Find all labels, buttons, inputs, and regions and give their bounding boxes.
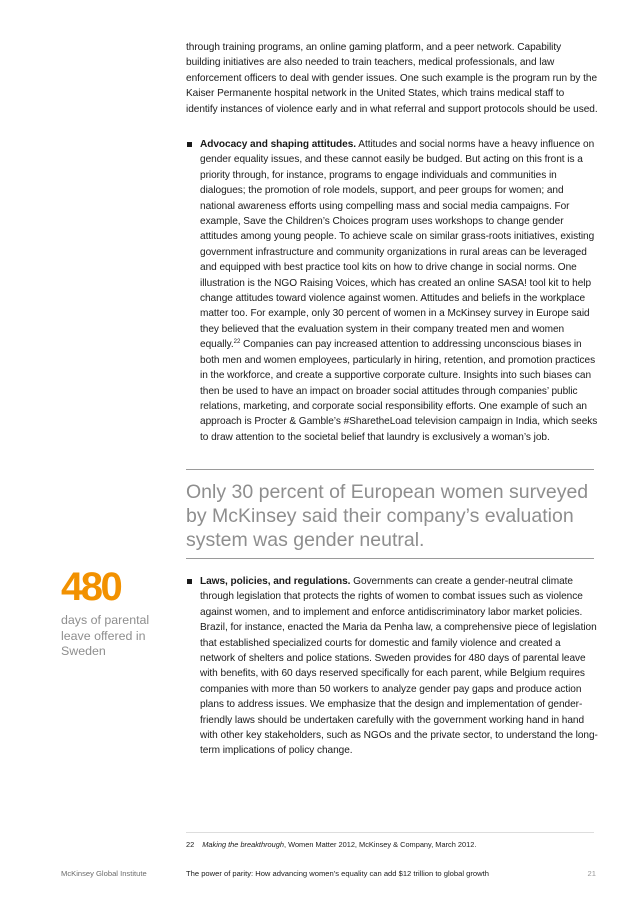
intro-paragraph: through training programs, an online gaming platform, and a peer network. Capability building initiatives are also needed to train teachers, medical professionals, and law enforcement officers to deal with gender issues. One such example is the program run by the Kaiser Permanente hospital network in the United States, which trains medical staff to identify instances of violence early and in what referral and support protocols should be used. <box>186 42 598 115</box>
laws-heading: Laws, policies, and regulations. <box>200 576 351 587</box>
footnote-number: 22 <box>186 840 195 849</box>
advocacy-text-2: Companies can pay increased attention to addressing unconscious biases in both men and women employees, particularly in hiring, retention, and promotion practices in the workforce, and create a supportive corporate culture. Insights into such biases can then be used to have an impact on broader social attitudes through companies’ public relations, marketing, and corporate social responsibility efforts. One example of such an approach is Procter & Gamble’s #SharetheLoad television campaign in India, which seeks to draw attention to the societal belief that laundry is exclusively a woman’s job. <box>200 339 598 443</box>
footnote-text: , Women Matter 2012, McKinsey & Company, March 2012. <box>284 840 477 849</box>
quote-bottom-divider <box>186 558 594 559</box>
bullet-square-icon <box>187 579 192 584</box>
advocacy-text-1: Attitudes and social norms have a heavy influence on gender equality issues, and these cannot easily be budged. But acting on this front is a priority through, for instance, programs to engage individuals and communities in dialogues; the promotion of role models, support, and peer groups for women; and national awareness efforts using compelling mass and social media campaigns. For example, Save the Children’s Choices program uses workshops to change gender attitudes among young people. To achieve scale on similar grass-roots initiatives, existing government infrastructure and community organizations in rural areas can be leveraged and equipped with best practice tool kits on how to drive change in social norms. One illustration is the NGO Raising Voices, which has created an online SASA! tool kit to help change attitudes toward violence against women. Attitudes and beliefs in the workplace matter too. For example, only 30 percent of women in a McKinsey survey in Europe said they believed that the evaluation system in their company treated men and women equally. <box>200 139 595 351</box>
footnote-title: Making the breakthrough <box>202 840 284 849</box>
advocacy-heading: Advocacy and shaping attitudes. <box>200 139 357 150</box>
footnote-divider <box>186 832 594 833</box>
stat-number: 480 <box>61 565 121 609</box>
footer-report-title: The power of parity: How advancing women’s equality can add $12 trillion to global growth <box>186 869 489 878</box>
bullet-laws <box>186 574 598 759</box>
stat-caption: days of parental leave offered in Sweden <box>61 613 150 659</box>
pull-quote: Only 30 percent of European women surveyed by McKinsey said their company’s evaluation system was gender neutral. <box>186 481 589 551</box>
footer-publisher: McKinsey Global Institute <box>61 869 147 878</box>
bullet-square-icon <box>187 142 192 147</box>
footnote-ref[interactable]: 22 <box>233 339 241 346</box>
advocacy-paragraph <box>200 137 598 445</box>
laws-paragraph <box>200 574 598 759</box>
bullet-advocacy <box>186 137 598 445</box>
footnote <box>186 840 596 850</box>
quote-top-divider <box>186 469 594 470</box>
page-number: 21 <box>587 869 596 878</box>
laws-text: Governments can create a gender-neutral climate through legislation that protects the rights of women to combat issues such as violence against women, and to implement and enforce antidiscriminatory labor market policies. Brazil, for instance, enacted the Maria da Penha law, a comprehensive piece of legislation that established specialized courts for domestic and family violence and created a network of shelters and police stations. Sweden provides for 480 days of parental leave with benefits, with 60 days reserved specifically for each parent, while Belgium requires companies with more than 50 workers to analyze gender pay gaps and produce action plans to address issues. We emphasize that the design and implementation of gender-friendly laws should be undertaken carefully with the government working hand in hand with other key stakeholders, such as NGOs and the private sector, to understand the long-term implications of policy change. <box>200 576 598 757</box>
